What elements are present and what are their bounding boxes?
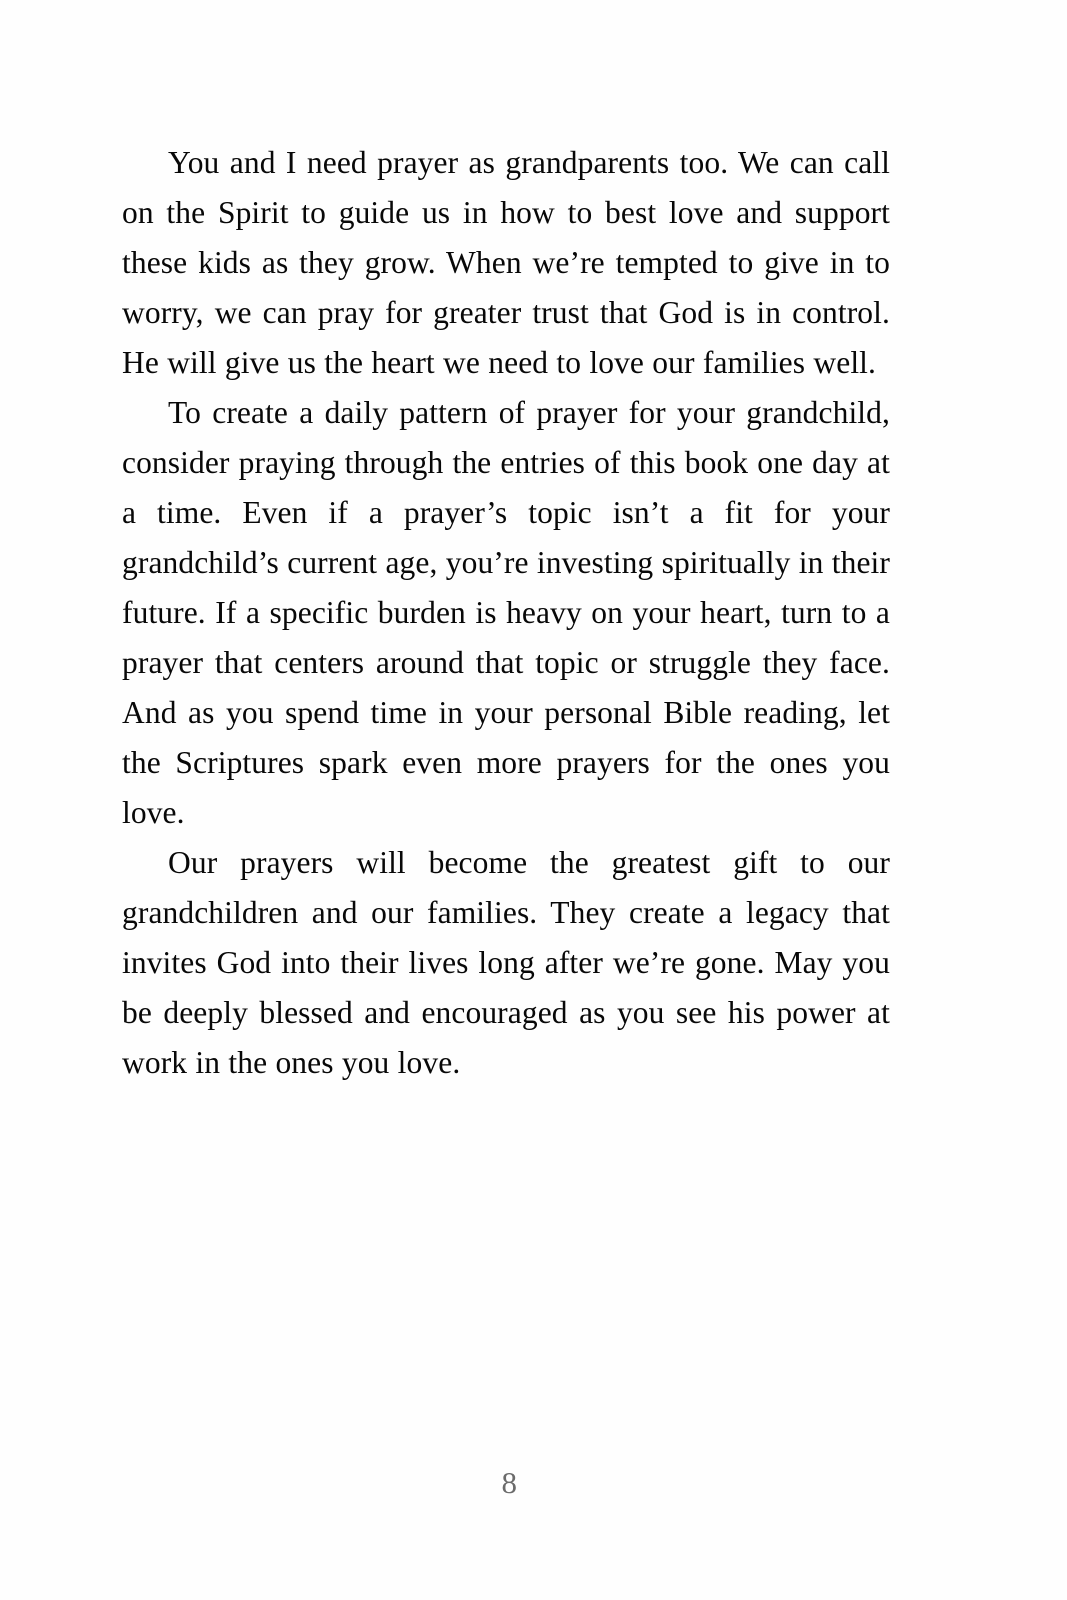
paragraph-2: To create a daily pattern of prayer for your grandchild, consider praying through the entries of this book one day at a time. Even if a prayer’s topic isn’t a fit for your grandchild’s current age, you’re investing spiritually in their future. If a specific burden is heavy on your heart, turn to a prayer that centers around that topic or struggle they face. And as you spend time in your personal Bible reading, let the Scriptures spark even more prayers for the ones you love.: [122, 395, 890, 830]
body-text-column: [122, 138, 890, 1088]
page-number: [0, 1463, 1067, 1503]
paragraph-3: Our prayers will become the greatest gift to our grandchildren and our families. They create a legacy that invites God into their lives long after we’re gone. May you be deeply blessed and encouraged as you see his power at work in the ones you love.: [122, 845, 890, 1080]
page-number-value: 8: [501, 1465, 518, 1500]
paragraph-1: You and I need prayer as grandparents too. We can call on the Spirit to guide us in how to best love and support these kids as they grow. When we’re tempted to give in to worry, we can pray for greater trust that God is in control. He will give us the heart we need to love our families well.: [122, 145, 890, 380]
